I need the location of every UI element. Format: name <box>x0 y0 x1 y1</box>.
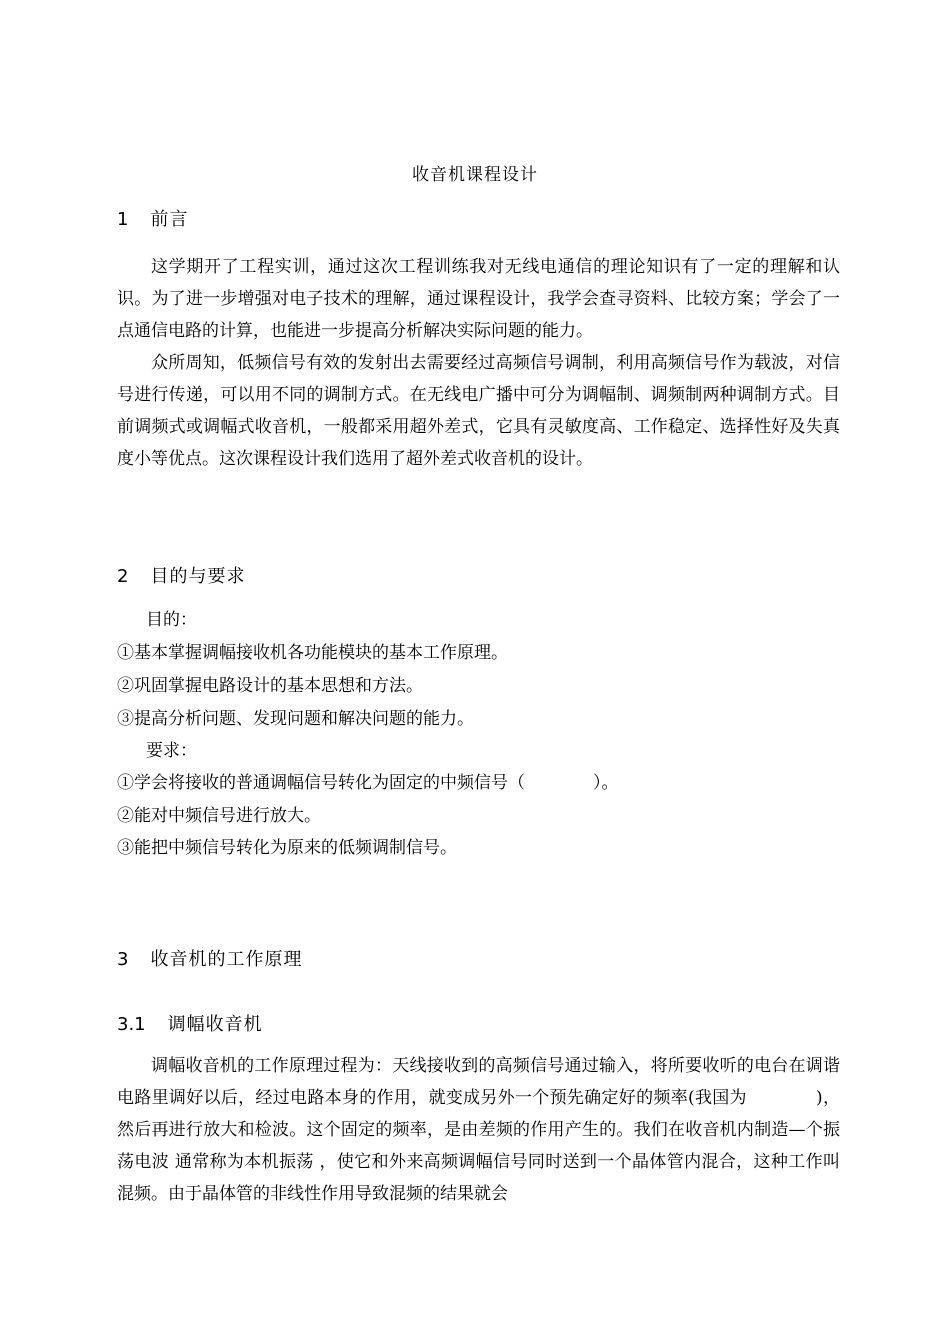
section-number: 3.1 <box>117 1014 146 1035</box>
intro-paragraph-1: 这学期开了工程实训，通过这次工程训练我对无线电通信的理论知识有了一定的理解和认识。为了进一步增强对电子技术的理解，通过课程设计，我学会查寻资料、比较方案；学会了一点通信电路的计算，也能进一步提高分析解决实际问题的能力。 <box>117 257 840 341</box>
document-title: 收音机课程设计 <box>412 165 538 185</box>
section-title: 收音机的工作原理 <box>150 949 303 970</box>
section-number: 2 <box>117 566 129 587</box>
requirement-item: ②能对中频信号进行放大。 <box>117 806 321 826</box>
section-2-heading <box>117 562 245 588</box>
section-title: 目的与要求 <box>150 566 246 587</box>
purpose-item: ①基本掌握调幅接收机各功能模块的基本工作原理。 <box>117 643 508 663</box>
purpose-label: 目的： <box>146 610 197 630</box>
section-1-heading <box>117 205 188 231</box>
am-paragraph: 调幅收音机的工作原理过程为：天线接收到的高频信号通过输入，将所要收听的电台在调谐电路里调好以后，经过电路本身的作用，就变成另外一个预先确定好的频率(我国为 )，然后再进行放大和检波。这个固定的频率，是由差频的作用产生的。我们在收音机内制造—个振荡电波 通常称为本机振荡 ，使它和外来高频调幅信号同时送到一个晶体管内混合，这种工作叫混频。由于晶体管的非线性作用导致混频的结果就会 <box>117 1056 840 1204</box>
section-title: 调幅收音机 <box>167 1014 263 1035</box>
section-number: 1 <box>117 209 129 230</box>
section-3-1-heading <box>117 1010 263 1036</box>
requirement-item: ③能把中频信号转化为原来的低频调制信号。 <box>117 838 457 858</box>
intro-paragraph-2: 众所周知，低频信号有效的发射出去需要经过高频信号调制，利用高频信号作为载波，对信号进行传递，可以用不同的调制方式。在无线电广播中可分为调幅制、调频制两种调制方式。目前调频式或调幅式收音机，一般都采用超外差式，它具有灵敏度高、工作稳定、选择性好及失真度小等优点。这次课程设计我们选用了超外差式收音机的设计。 <box>117 353 840 469</box>
requirement-item: ①学会将接收的普通调幅信号转化为固定的中频信号（ ）。 <box>117 773 619 793</box>
section-title: 前言 <box>150 209 189 230</box>
purpose-item: ③提高分析问题、发现问题和解决问题的能力。 <box>117 709 474 729</box>
section-number: 3 <box>117 949 129 970</box>
purpose-item: ②巩固掌握电路设计的基本思想和方法。 <box>117 676 423 696</box>
requirements-label: 要求： <box>146 741 197 761</box>
section-3-heading <box>117 945 302 971</box>
